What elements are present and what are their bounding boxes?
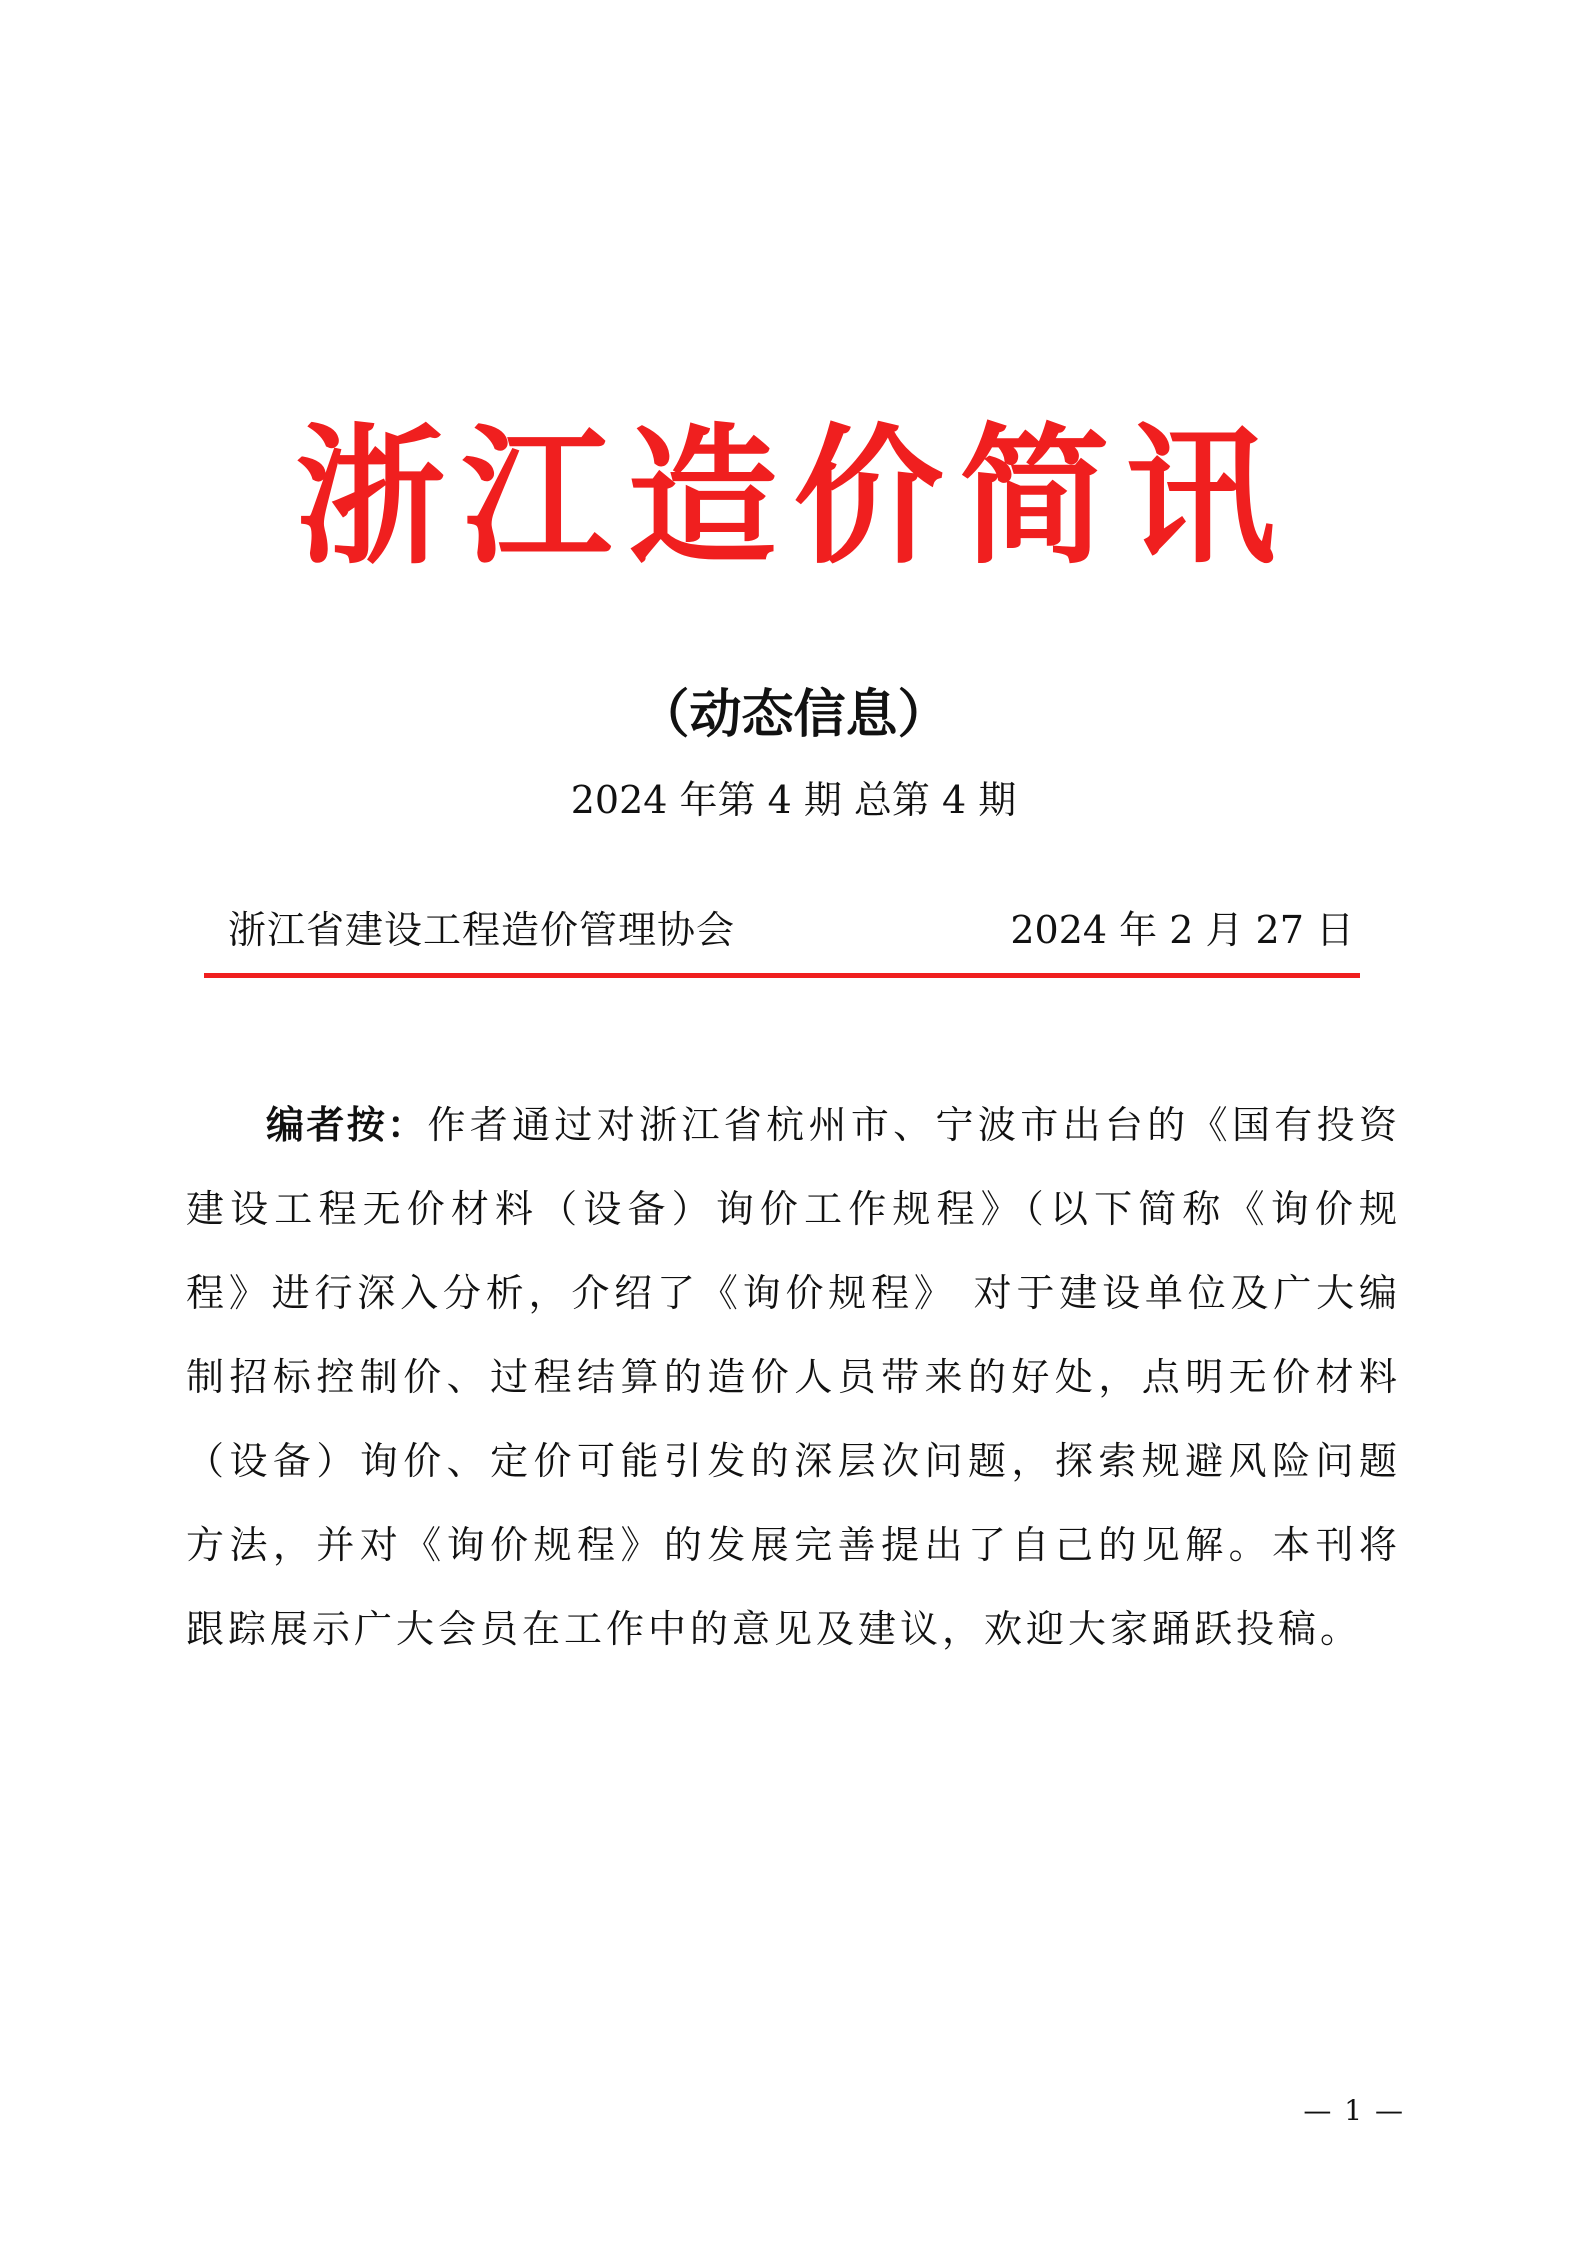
publisher-row — [228, 902, 1354, 958]
subtitle: （动态信息） — [637, 684, 950, 745]
publisher-organization: 浙江省建设工程造价管理协会 — [228, 908, 736, 952]
editor-note-text: 作者通过对浙江省杭州市、宁波市出台的《国有投资建设工程无价材料（设备）询价工作规程》（以下简称《询价规程》进行深入分析，介绍了《询价规程》 对于建设单位及广大编制招标控制价、过程结算的造价人员带来的好处，点明无价材料（设备）询价、定价可能引发的深层次问题，探索规避风险问题方法，并对《询价规程》的发展完善提出了自己的见解。本刊将跟踪展示广大会员在工作中的意见及建议，欢迎大家踊跃投稿。 — [186, 1103, 1401, 1651]
publish-date: 2024 年 2 月 27 日 — [1010, 908, 1354, 952]
red-divider-line — [204, 973, 1360, 978]
editor-note-label: 编者按： — [266, 1103, 428, 1147]
masthead-title: 浙江造价简讯 — [295, 409, 1292, 585]
editor-note — [186, 1083, 1401, 1671]
page-number: — 1 — — [1303, 2094, 1405, 2127]
issue-number: 2024 年第 4 期 总第 4 期 — [570, 778, 1017, 822]
